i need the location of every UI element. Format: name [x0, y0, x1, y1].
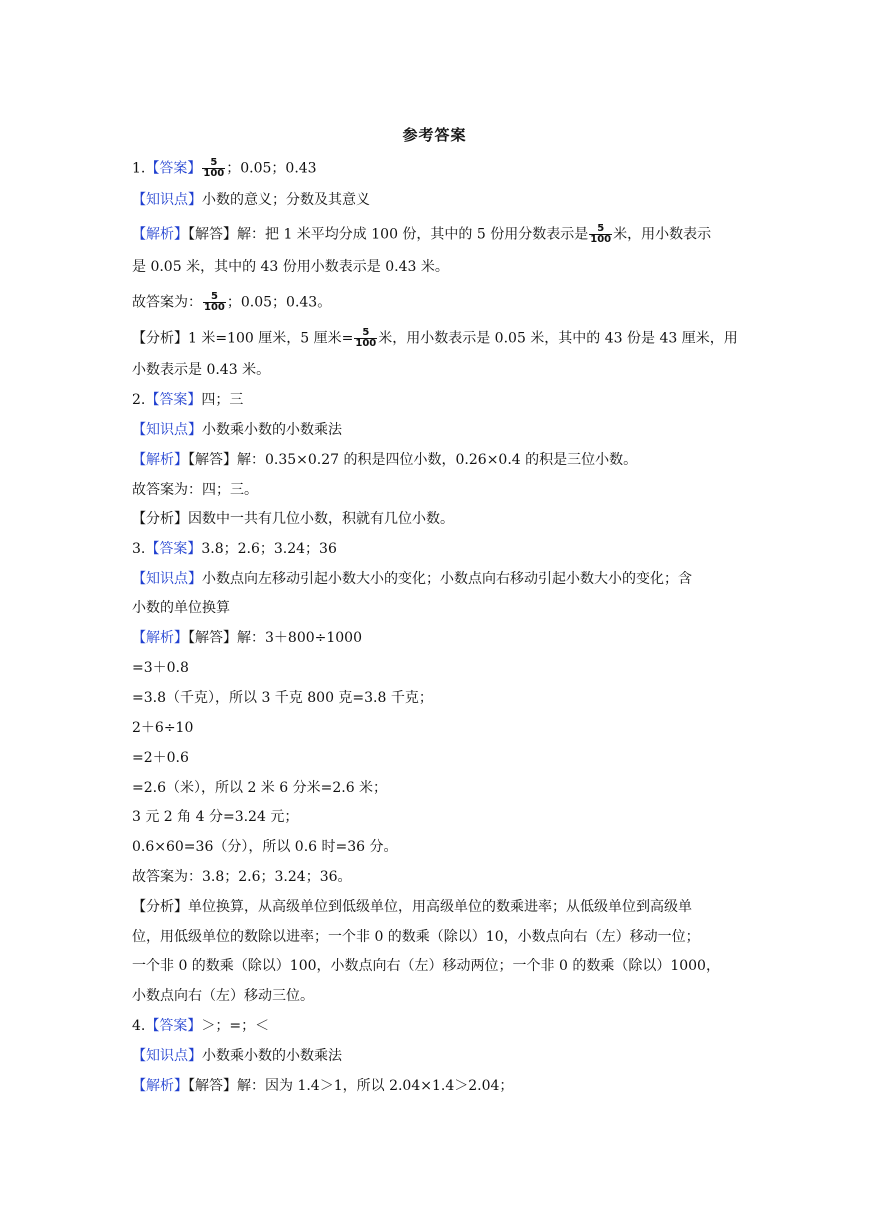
knowledge-text: 小数的意义；分数及其意义: [202, 192, 370, 208]
question-number: 3.: [132, 541, 146, 557]
q1-answer-line: [132, 158, 742, 179]
knowledge-text: 小数点向左移动引起小数大小的变化；小数点向右移动引起小数大小的变化；含: [202, 571, 692, 587]
q3-knowledge-line-2: 小数的单位换算: [132, 600, 230, 616]
question-number: 2.: [132, 392, 146, 408]
q3-step: 3 元 2 角 4 分=3.24 元；: [132, 809, 299, 825]
solution-text: 解：0.35×0.27 的积是四位小数，0.26×0.4 的积是三位小数。: [237, 452, 638, 468]
answer-tag: 【答案】: [145, 541, 202, 557]
q2-solution-line: [132, 450, 742, 470]
q3-fenxi-line: [132, 897, 742, 917]
q3-fenxi-line-3: 一个非 0 的数乘（除以）100，小数点向右（左）移动两位；一个非 0 的数乘（除以）1000，: [132, 958, 720, 974]
solution-tag: 【解答】: [188, 1078, 237, 1094]
answer-tag: 【答案】: [145, 1018, 202, 1034]
knowledge-tag: 【知识点】: [132, 192, 202, 208]
analysis-tag: 【解析】: [132, 452, 188, 468]
q1-fenxi-line: [132, 328, 742, 349]
answer-text: 四；三: [201, 392, 244, 408]
answer-tag: 【答案】: [145, 392, 202, 408]
solution-text: 解：3＋800÷1000: [237, 630, 362, 646]
question-number: 1.: [132, 160, 146, 177]
q4-answer-line: [132, 1016, 742, 1036]
q2-answer-line: [132, 390, 742, 410]
answer-text: ；0.05；0.43: [226, 160, 317, 177]
solution-tag: 【解答】: [188, 630, 237, 646]
knowledge-tag: 【知识点】: [132, 571, 202, 587]
q4-knowledge-line: [132, 1046, 742, 1066]
fenxi-tag: 【分析】: [132, 330, 188, 347]
fenxi-tag: 【分析】: [132, 899, 188, 915]
question-number: 4.: [132, 1018, 146, 1034]
fenxi-text: 因数中一共有几位小数，积就有几位小数。: [188, 511, 454, 527]
q1-knowledge-line: [132, 190, 742, 210]
q4-solution-line: [132, 1076, 742, 1096]
q3-solution-line: [132, 628, 742, 648]
q1-solution-line: [132, 224, 742, 245]
q3-step: =2＋0.6: [132, 750, 189, 766]
analysis-tag: 【解析】: [132, 1078, 188, 1094]
solution-text: 解：因为 1.4＞1，所以 2.04×1.4＞2.04；: [237, 1078, 514, 1094]
q3-final-line: 故答案为：3.8；2.6；3.24；36。: [132, 869, 352, 885]
fraction: $\frac{5}{100}$: [355, 327, 377, 349]
final-prefix: 故答案为：: [132, 294, 202, 311]
knowledge-text: 小数乘小数的小数乘法: [202, 422, 342, 438]
analysis-tag: 【解析】: [132, 630, 188, 646]
q3-step: 0.6×60=36（分），所以 0.6 时=36 分。: [132, 839, 398, 855]
q3-step: =2.6（米），所以 2 米 6 分米=2.6 米；: [132, 780, 388, 796]
q2-fenxi-line: [132, 509, 742, 529]
q2-knowledge-line: [132, 420, 742, 440]
q2-final-line: 故答案为：四；三。: [132, 482, 258, 498]
knowledge-tag: 【知识点】: [132, 1048, 202, 1064]
fraction: $\frac{5}{100}$: [204, 291, 225, 313]
answer-text: 3.8；2.6；3.24；36: [201, 541, 337, 557]
solution-text: 米，用小数表示: [613, 226, 712, 243]
solution-tag: 【解答】: [188, 452, 237, 468]
fenxi-tag: 【分析】: [132, 511, 188, 527]
final-text: ；0.05；0.43。: [226, 294, 332, 311]
q3-step: =3＋0.8: [132, 660, 189, 676]
page-title: 参考答案: [402, 126, 467, 144]
q3-step: 2＋6÷10: [132, 720, 194, 736]
knowledge-tag: 【知识点】: [132, 422, 202, 438]
solution-tag: 【解答】: [188, 226, 237, 243]
q1-final-line: [132, 292, 742, 313]
fenxi-text: 单位换算，从高级单位到低级单位，用高级单位的数乘进率；从低级单位到高级单: [188, 899, 692, 915]
answer-tag: 【答案】: [145, 160, 202, 177]
q1-fenxi-line-2: 小数表示是 0.43 米。: [132, 362, 271, 378]
q3-step: =3.8（千克），所以 3 千克 800 克=3.8 千克；: [132, 690, 433, 706]
fenxi-text: 米，用小数表示是 0.05 米，其中的 43 份是 43 厘米，用: [378, 330, 738, 347]
answer-text: ＞；=；＜: [201, 1018, 270, 1034]
knowledge-text: 小数乘小数的小数乘法: [202, 1048, 342, 1064]
analysis-tag: 【解析】: [132, 226, 188, 243]
fraction: $\frac{5}{100}$: [203, 157, 225, 179]
fenxi-text: 1 米=100 厘米，5 厘米=: [188, 330, 354, 347]
q3-fenxi-line-2: 位，用低级单位的数除以进率；一个非 0 的数乘（除以）10，小数点向右（左）移动一位；: [132, 929, 700, 945]
q3-fenxi-line-4: 小数点向右（左）移动三位。: [132, 988, 314, 1004]
q1-solution-line-2: 是 0.05 米，其中的 43 份用小数表示是 0.43 米。: [132, 259, 449, 275]
solution-text: 解：把 1 米平均分成 100 份，其中的 5 份用分数表示是: [237, 226, 589, 243]
q3-knowledge-line: [132, 569, 742, 589]
q3-answer-line: [132, 539, 742, 559]
fraction: $\frac{5}{100}$: [590, 223, 612, 245]
